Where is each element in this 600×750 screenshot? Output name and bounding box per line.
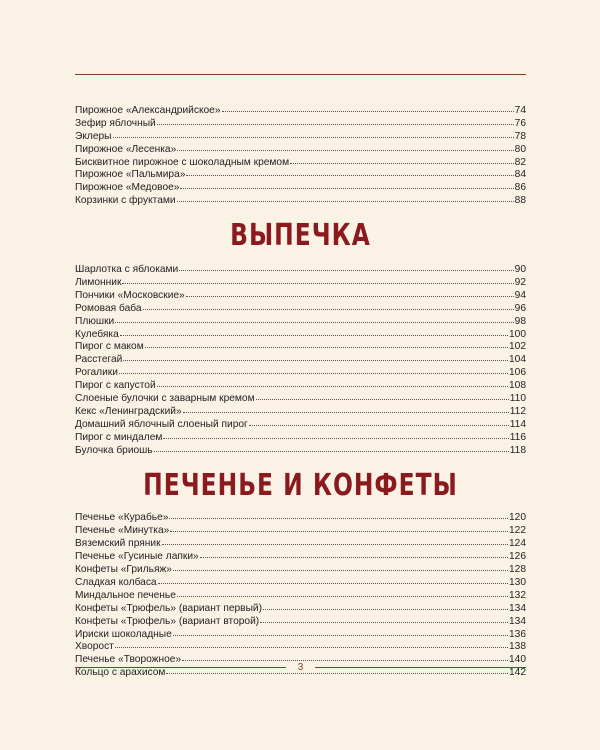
toc-entry-page: 110 xyxy=(509,393,526,405)
dot-leader xyxy=(177,192,514,202)
toc-entry-page: 114 xyxy=(509,418,526,430)
toc-entry-page: 88 xyxy=(514,195,526,207)
toc-entry-title: Пирог с капустой xyxy=(75,380,156,392)
dot-leader xyxy=(145,338,508,348)
section-heading: ВЫПЕЧКА xyxy=(230,218,371,254)
toc-entry[interactable] xyxy=(75,443,526,456)
toc-entry-page: 130 xyxy=(509,576,526,588)
footer-rule-left xyxy=(75,667,286,668)
toc-entry-page: 82 xyxy=(514,156,526,168)
toc-entry-page: 90 xyxy=(514,264,526,276)
toc-entry-title: Пирожное «Медовое» xyxy=(75,182,180,194)
toc-entry-title: Бисквитное пирожное с шоколадным кремом xyxy=(75,156,290,168)
dot-leader xyxy=(123,351,508,361)
dot-leader xyxy=(173,561,508,571)
dot-leader xyxy=(120,326,508,336)
toc-entry-title: Корзинки с фруктами xyxy=(75,195,176,207)
dot-leader xyxy=(169,509,508,519)
page-number: 3 xyxy=(297,661,304,673)
dot-leader xyxy=(177,587,508,597)
toc-entry-title: Кольцо с арахисом xyxy=(75,667,166,679)
toc-entry-page: 116 xyxy=(509,431,526,443)
toc-entry-page: 100 xyxy=(509,328,526,340)
dot-leader xyxy=(179,261,513,271)
dot-leader xyxy=(163,429,508,439)
toc-entry-page: 126 xyxy=(509,551,526,563)
toc-entry-page: 128 xyxy=(509,564,526,576)
toc-entry-title: Конфеты «Трюфель» (вариант первый) xyxy=(75,602,262,614)
top-rule xyxy=(75,74,526,75)
toc-entry-title: Ромовая баба xyxy=(75,302,142,314)
dot-leader xyxy=(180,179,513,189)
toc-entry-page: 112 xyxy=(509,405,526,417)
toc-entry-title: Печенье «Минутка» xyxy=(75,525,170,537)
toc-entry-title: Домашний яблочный слоеный пирог xyxy=(75,418,248,430)
toc-entry-title: Расстегай xyxy=(75,354,123,366)
dot-leader xyxy=(157,115,514,125)
toc-entry-title: Пончики «Московские» xyxy=(75,289,185,301)
dot-leader xyxy=(162,535,508,545)
toc-entry-page: 120 xyxy=(509,512,526,524)
toc-entry-page: 108 xyxy=(509,380,526,392)
footer-rule-right xyxy=(315,667,526,668)
dot-leader xyxy=(186,287,514,297)
toc-entry-page: 104 xyxy=(509,354,526,366)
toc-entry-page: 80 xyxy=(514,143,526,155)
toc-entry-title: Эклеры xyxy=(75,130,112,142)
toc-entry-title: Миндальное печенье xyxy=(75,589,176,601)
dot-leader xyxy=(143,300,514,310)
toc-entry-title: Шарлотка с яблоками xyxy=(75,264,179,276)
toc-entry-page: 98 xyxy=(514,315,526,327)
toc-entry-page: 124 xyxy=(509,538,526,550)
toc-entry-title: Хворост xyxy=(75,641,114,653)
toc-entry-title: Пирожное «Пальмира» xyxy=(75,169,186,181)
dot-leader xyxy=(170,522,508,532)
dot-leader xyxy=(256,390,509,400)
dot-leader xyxy=(115,313,513,323)
dot-leader xyxy=(158,574,508,584)
dot-leader xyxy=(183,403,509,413)
toc-entry-page: 134 xyxy=(509,602,526,614)
toc-entry-title: Конфеты «Грильяж» xyxy=(75,564,172,576)
toc-entry-page: 106 xyxy=(509,367,526,379)
page-footer xyxy=(75,659,526,675)
toc-entry-title: Конфеты «Трюфель» (вариант второй) xyxy=(75,615,260,627)
toc-entry-page: 136 xyxy=(509,628,526,640)
dot-leader xyxy=(260,613,508,623)
toc-entry-title: Плюшки xyxy=(75,315,115,327)
section-heading: ПЕЧЕНЬЕ И КОНФЕТЫ xyxy=(143,469,458,504)
dot-leader xyxy=(177,141,513,151)
dot-leader xyxy=(263,600,508,610)
toc-entry-page: 118 xyxy=(509,444,526,456)
toc-entry-title: Ириски шоколадные xyxy=(75,628,172,640)
dot-leader xyxy=(222,102,514,112)
toc-entry-page: 92 xyxy=(514,277,526,289)
dot-leader xyxy=(157,377,508,387)
toc-entry-page: 132 xyxy=(509,589,526,601)
toc-entry-page: 102 xyxy=(509,341,526,353)
dot-leader xyxy=(186,166,513,176)
toc-entry-title: Кекс «Ленинградский» xyxy=(75,405,182,417)
toc-entry-title: Слоеные булочки с заварным кремом xyxy=(75,393,255,405)
toc-entry-title: Сладкая колбаса xyxy=(75,576,157,588)
toc-entry-title: Печенье «Гусиные лапки» xyxy=(75,551,199,563)
toc-entry-title: Булочка бриошь xyxy=(75,444,153,456)
dot-leader xyxy=(249,416,509,426)
toc-entry-title: Пирожное «Лесенка» xyxy=(75,143,177,155)
table-of-contents xyxy=(75,103,526,678)
dot-leader xyxy=(200,548,508,558)
toc-entry-page: 86 xyxy=(514,182,526,194)
toc-entry-page: 96 xyxy=(514,302,526,314)
toc-entry-page: 142 xyxy=(509,667,526,679)
toc-entry-page: 84 xyxy=(514,169,526,181)
dot-leader xyxy=(173,626,508,636)
toc-entry-title: Печенье «Творожное» xyxy=(75,654,182,666)
toc-entry-title: Зефир яблочный xyxy=(75,117,156,129)
toc-entry-page: 138 xyxy=(509,641,526,653)
toc-entry-title: Рогалики xyxy=(75,367,118,379)
dot-leader xyxy=(115,638,508,648)
toc-entry-page: 94 xyxy=(514,289,526,301)
toc-entry-page: 134 xyxy=(509,615,526,627)
toc-entry-title: Пирог с маком xyxy=(75,341,144,353)
toc-entry-title: Печенье «Курабье» xyxy=(75,512,169,524)
toc-entry-page: 74 xyxy=(514,105,526,116)
dot-leader xyxy=(290,154,514,164)
toc-entry-page: 122 xyxy=(509,525,526,537)
dot-leader xyxy=(122,274,513,284)
dot-leader xyxy=(113,128,514,138)
toc-entry-page: 140 xyxy=(509,654,526,666)
dot-leader xyxy=(154,442,509,452)
toc-entry-page: 78 xyxy=(514,130,526,142)
toc-entry-title: Пирог с миндалем xyxy=(75,431,163,443)
toc-entry-title: Кулебяка xyxy=(75,328,119,340)
toc-entry-title: Вяземский пряник xyxy=(75,538,161,550)
toc-entry-page: 76 xyxy=(514,117,526,129)
toc-entry-title: Лимонник xyxy=(75,277,122,289)
dot-leader xyxy=(119,364,508,374)
toc-entry[interactable] xyxy=(75,193,526,206)
toc-entry-title: Пирожное «Александрийское» xyxy=(75,105,221,116)
